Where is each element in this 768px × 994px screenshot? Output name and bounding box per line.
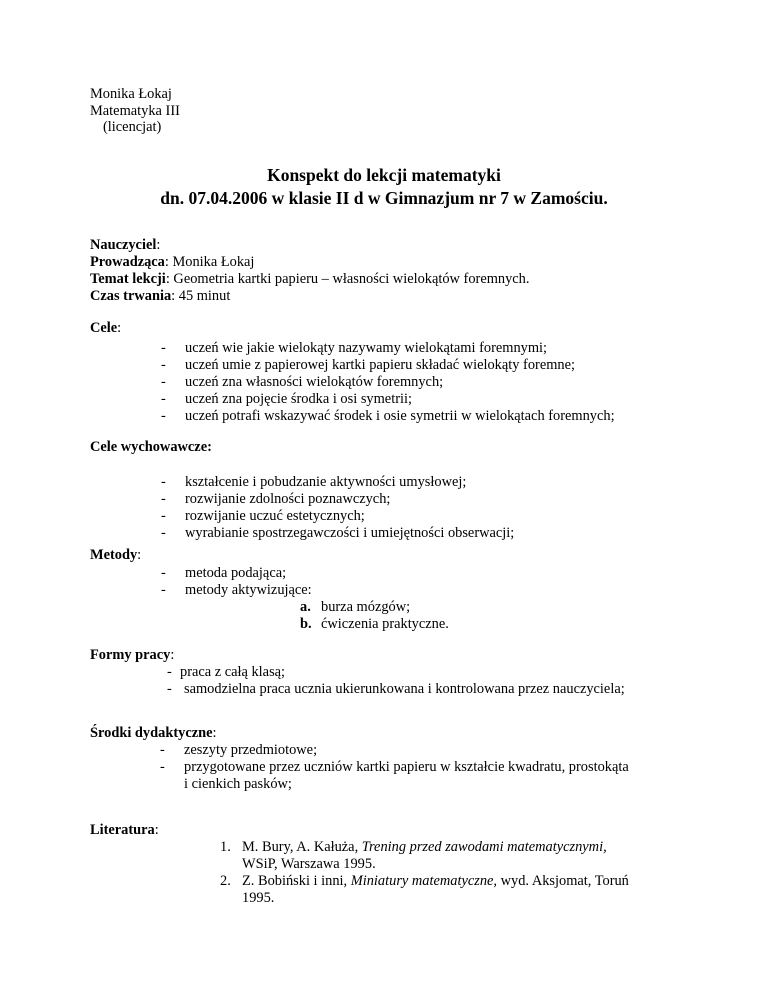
- entry-publisher: wyd. Aksjomat, Toruń: [497, 873, 629, 889]
- methods-heading: [90, 547, 141, 564]
- list-dash: -: [160, 742, 165, 758]
- list-dash: -: [167, 664, 172, 680]
- list-item: uczeń umie z papierowej kartki papieru składać wielokąty foremne;: [185, 357, 575, 373]
- list-dash: -: [161, 582, 166, 598]
- educational-goals-heading: Cele wychowawcze:: [90, 439, 212, 455]
- teacher-row: [90, 237, 160, 254]
- sub-item: ćwiczenia praktyczne.: [321, 616, 449, 632]
- goals-label: Cele: [90, 320, 118, 336]
- teacher-label: Nauczyciel: [90, 237, 157, 253]
- list-item: zeszyty przedmiotowe;: [184, 742, 318, 758]
- methods-label: Metody: [90, 547, 138, 563]
- colon: :: [154, 822, 159, 838]
- colon: :: [117, 320, 122, 336]
- author-name: Monika Łokaj: [90, 86, 172, 102]
- list-dash: -: [161, 474, 166, 490]
- list-dash: -: [161, 565, 166, 581]
- topic-label: Temat lekcji: [90, 271, 166, 287]
- colon: :: [137, 547, 142, 563]
- separator: :: [164, 254, 173, 270]
- list-dash: -: [161, 525, 166, 541]
- list-item: uczeń zna własności wielokątów foremnych;: [185, 374, 444, 390]
- list-item: uczeń potrafi wskazywać środek i osie symetrii w wielokątach foremnych;: [185, 408, 615, 424]
- leader-row: [90, 254, 254, 271]
- list-number: 1.: [220, 839, 231, 855]
- teaching-aids-label: Środki dydaktyczne: [90, 725, 213, 741]
- topic-value: Geometria kartki papieru – własności wielokątów foremnych.: [173, 271, 530, 287]
- list-dash: -: [160, 759, 165, 775]
- duration-value: 45 minut: [178, 288, 231, 304]
- duration-row: [90, 288, 230, 305]
- separator: :: [171, 288, 179, 304]
- list-item-continuation: i cienkich pasków;: [184, 776, 292, 792]
- list-item: uczeń wie jakie wielokąty nazywamy wielokątami foremnymi;: [185, 340, 548, 356]
- leader-value: Monika Łokaj: [172, 254, 255, 270]
- work-forms-label: Formy pracy: [90, 647, 171, 663]
- colon: :: [212, 725, 217, 741]
- list-item: wyrabianie spostrzegawczości i umiejętności obserwacji;: [185, 525, 515, 541]
- list-item: metody aktywizujące:: [185, 582, 312, 598]
- list-dash: -: [161, 374, 166, 390]
- degree: (licencjat): [103, 119, 162, 135]
- leader-label: Prowadząca: [90, 254, 165, 270]
- list-number: 2.: [220, 873, 231, 889]
- teaching-aids-heading: [90, 725, 216, 742]
- list-item: przygotowane przez uczniów kartki papieru w kształcie kwadratu, prostokąta: [184, 759, 629, 775]
- goals-heading: [90, 320, 121, 337]
- list-item: samodzielna praca ucznia ukierunkowana i kontrolowana przez nauczyciela;: [184, 681, 625, 697]
- list-dash: -: [161, 491, 166, 507]
- list-item: uczeń zna pojęcie środka i osi symetrii;: [185, 391, 412, 407]
- work-forms-heading: [90, 647, 174, 664]
- separator: :: [165, 271, 174, 287]
- list-dash: -: [167, 681, 172, 697]
- entry-title: Trening przed zawodami matematycznymi,: [361, 839, 607, 855]
- list-item: rozwijanie zdolności poznawczych;: [185, 491, 391, 507]
- colon: :: [170, 647, 175, 663]
- list-item: rozwijanie uczuć estetycznych;: [185, 508, 365, 524]
- list-dash: -: [161, 408, 166, 424]
- duration-label: Czas trwania: [90, 288, 172, 304]
- list-item: kształcenie i pobudzanie aktywności umysłowej;: [185, 474, 467, 490]
- entry-authors: M. Bury, A. Kałuża,: [242, 839, 362, 855]
- literature-entry: [242, 873, 629, 890]
- list-item: metoda podająca;: [185, 565, 287, 581]
- list-dash: -: [161, 357, 166, 373]
- sub-item: burza mózgów;: [321, 599, 411, 615]
- sub-item-letter: b.: [300, 616, 312, 632]
- literature-label: Literatura: [90, 822, 155, 838]
- entry-publisher: WSiP, Warszawa 1995.: [242, 856, 376, 872]
- literature-entry: [242, 839, 607, 856]
- topic-row: [90, 271, 529, 288]
- document-title: Konspekt do lekcji matematyki: [267, 165, 501, 185]
- list-dash: -: [161, 508, 166, 524]
- entry-year: 1995.: [242, 890, 275, 906]
- list-dash: -: [161, 391, 166, 407]
- sub-item-letter: a.: [300, 599, 311, 615]
- entry-authors: Z. Bobiński i inni,: [242, 873, 351, 889]
- list-item: praca z całą klasą;: [180, 664, 286, 680]
- entry-title: Miniatury matematyczne,: [350, 873, 498, 889]
- literature-heading: [90, 822, 159, 839]
- course-name: Matematyka III: [90, 103, 180, 119]
- list-dash: -: [161, 340, 166, 356]
- colon: :: [156, 237, 161, 253]
- document-subtitle: dn. 07.04.2006 w klasie II d w Gimnazjum nr 7 w Zamościu.: [160, 188, 608, 208]
